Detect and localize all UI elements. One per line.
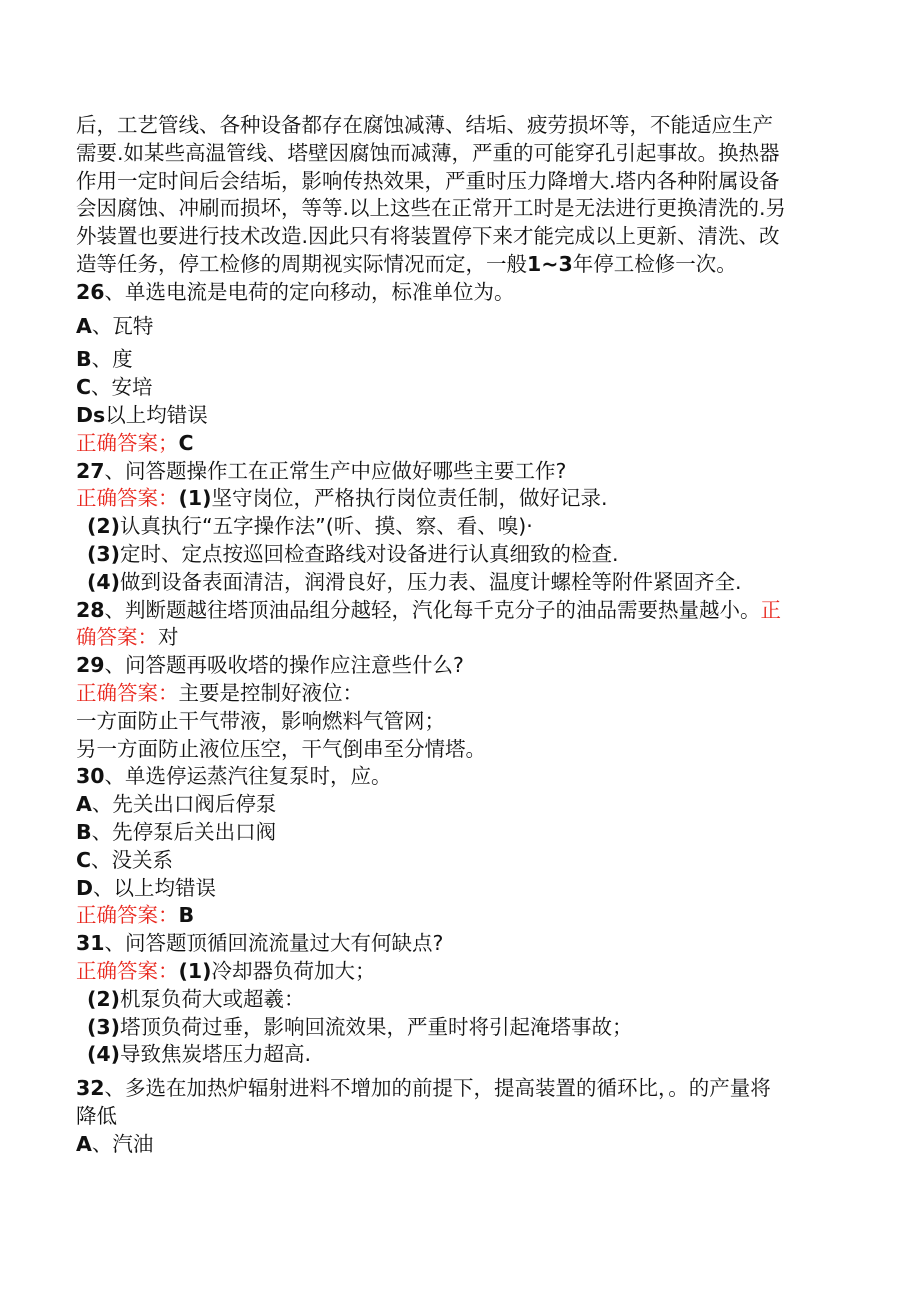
answer-label: 正确答案： bbox=[76, 486, 179, 511]
q27-answer-4: (4)做到设备表面清洁，润滑良好，压力表、温度计螺栓等附件紧固齐全. bbox=[87, 569, 742, 594]
q27-answer-1: 正确答案：(1)坚守岗位，严格执行岗位责任制，做好记录. bbox=[76, 486, 608, 511]
q31-answer-1: 正确答案：(1)冷却器负荷加大； bbox=[76, 958, 376, 983]
q26-option-b: B、度 bbox=[76, 347, 133, 372]
q26-option-c: C、安培 bbox=[76, 375, 153, 400]
question-28: 28、判断题越往塔顶油品组分越轻，汽化每千克分子的油品需要热量越小。正 bbox=[76, 597, 782, 622]
q26-option-a: A、瓦特 bbox=[76, 313, 154, 338]
question-27: 27、问答题操作工在正常生产中应做好哪些主要工作? bbox=[76, 458, 567, 483]
q31-answer-4: (4)导致焦炭塔压力超高. bbox=[87, 1042, 312, 1067]
q27-answer-2: (2)认真执行“五字操作法”(听、摸、察、看、嗅)· bbox=[87, 514, 533, 539]
q29-answer-2: 一方面防止干气带液，影响燃料气管网； bbox=[76, 708, 445, 733]
document-page bbox=[76, 112, 836, 1158]
answer-label: 正确答案： bbox=[76, 680, 179, 705]
intro-line-6: 造等任务，停工检修的周期视实际情况而定，一般1~3年停工检修一次。 bbox=[76, 251, 737, 276]
q31-answer-2: (2)机泵负荷大或超羲： bbox=[87, 986, 305, 1011]
intro-line-2: 需要.如某些高温管线、塔壁因腐蚀而减薄，严重的可能穿孔引起事故。换热器 bbox=[76, 140, 780, 165]
question-29: 29、问答题再吸收塔的操作应注意些什么? bbox=[76, 653, 464, 678]
q29-answer-1: 正确答案：主要是控制好液位： bbox=[76, 680, 363, 705]
q27-answer-3: (3)定时、定点按巡回检查路线对设备进行认真细致的检查. bbox=[87, 541, 619, 566]
question-32-cont: 降低 bbox=[76, 1103, 117, 1128]
answer-label: 正 bbox=[760, 597, 782, 622]
answer-label: 正确答案： bbox=[76, 903, 179, 928]
intro-line-5: 外装置也要进行技术改造.因此只有将装置停下来才能完成以上更新、清洗、改 bbox=[76, 224, 780, 249]
question-30: 30、单选停运蒸汽往复泵时，应。 bbox=[76, 764, 392, 789]
question-31: 31、问答题顶循回流流量过大有何缺点? bbox=[76, 931, 444, 956]
intro-line-1: 后，工艺管线、各种设备都存在腐蚀减薄、结垢、疲劳损坏等，不能适应生产 bbox=[76, 113, 773, 137]
answer-label: 确答案： bbox=[76, 625, 158, 650]
q32-option-a: A、汽油 bbox=[76, 1131, 154, 1156]
q30-option-b: B、先停泵后关出口阀 bbox=[76, 819, 277, 844]
q26-answer: 正确答案；C bbox=[76, 430, 194, 455]
q30-option-c: C、没关系 bbox=[76, 847, 174, 872]
q29-answer-3: 另一方面防止液位压空，干气倒串至分情塔。 bbox=[76, 736, 486, 761]
answer-label: 正确答案； bbox=[76, 430, 179, 455]
q28-answer: 确答案：对 bbox=[76, 625, 179, 650]
question-26: 26、单选电流是电荷的定向移动，标准单位为。 bbox=[76, 279, 515, 304]
q30-answer: 正确答案：B bbox=[76, 903, 195, 928]
q30-option-d: D、以上均错误 bbox=[76, 875, 217, 900]
q31-answer-3: (3)塔顶负荷过垂，影响回流效果，严重时将引起淹塔事故； bbox=[87, 1014, 633, 1039]
q26-option-d: Ds以上均错误 bbox=[76, 402, 208, 427]
intro-line-3: 作用一定时间后会结垢，影响传热效果，严重时压力降增大.塔内各种附属设备 bbox=[76, 168, 780, 193]
q30-option-a: A、先关出口阀后停泵 bbox=[76, 792, 277, 817]
question-32: 32、多选在加热炉辐射进料不增加的前提下，提高装置的循环比，。的产量将 bbox=[76, 1076, 771, 1101]
answer-label: 正确答案： bbox=[76, 958, 179, 983]
intro-line-4: 会因腐蚀、冲刷而损坏，等等.以上这些在正常开工时是无法进行更换清洗的.另 bbox=[76, 196, 787, 221]
